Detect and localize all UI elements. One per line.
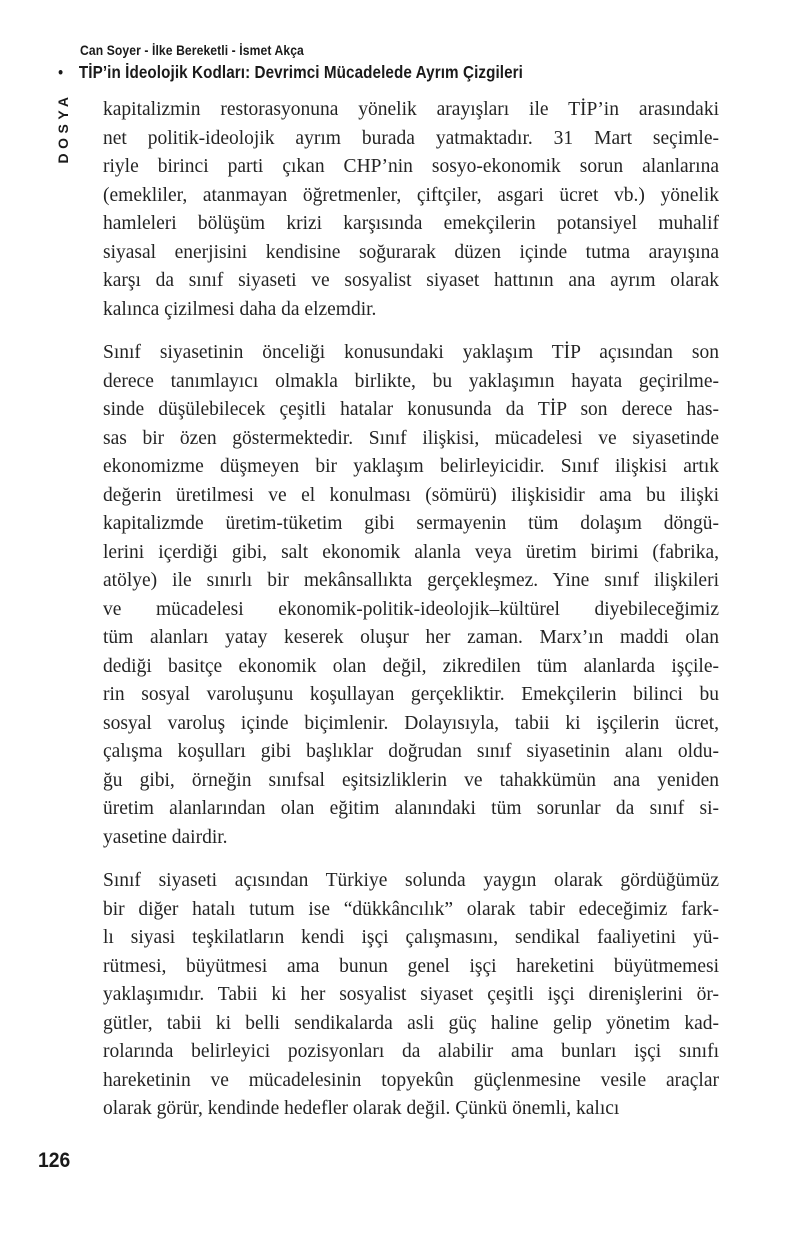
text-line: kapitalizmin restorasyonuna yönelik arayışları ile TİP’in arasındaki (103, 99, 719, 120)
text-line: ve mücadelesi ekonomik-politik-ideolojik–kültürel diyebileceğimiz (103, 598, 719, 620)
text-line: rütmesi, büyütmesi ama bunun genel işçi hareketini büyütmemesi (103, 955, 719, 977)
text-line: kalınca çizilmesi daha da elzemdir. (103, 298, 377, 320)
text-line: siyasal enerjisini kendisine soğurarak düzen içinde tutma arayışına (103, 241, 719, 263)
text-line: yasetine dairdir. (103, 826, 228, 848)
text-line: (emekliler, atanmayan öğretmenler, çiftçiler, asgari ücret vb.) yönelik (103, 184, 719, 206)
text-line: karşı da sınıf siyaseti ve sosyalist siyaset hattının ana ayrım olarak (103, 270, 719, 291)
text-line: hareketinin ve mücadelesinin topyekûn güçlenmesine vesile araçlar (103, 1069, 719, 1091)
text-line: kapitalizmde üretim-tüketim gibi sermayenin tüm dolaşım döngü- (103, 513, 719, 534)
text-line: sosyal varoluş içinde biçimlenir. Dolayısıyla, tabii ki işçilerin ücret, (103, 712, 719, 734)
article-title: TİP’in İdeolojik Kodları: Devrimci Mücadelede Ayrım Çizgileri (78, 62, 524, 82)
text-line: derece tanımlayıcı olmakla birlikte, bu yaklaşımın hayata geçirilme- (103, 370, 719, 392)
page-number: 126 (38, 1149, 71, 1172)
text-line: riyle birinci parti çıkan CHP’nin sosyo-ekonomik sorun alanlarına (103, 156, 719, 177)
text-line: çalışma koşulları gibi başlıklar doğrudan sınıf siyasetinin alanı oldu- (103, 741, 719, 762)
text-line: atölye) ile sınırlı bir mekânsallıkta gerçekleşmez. Yine sınıf ilişkileri (103, 570, 719, 591)
text-line: lı siyasi teşkilatların kendi işçi çalışmasını, sendikal faaliyetini yü- (103, 927, 719, 948)
text-line: Sınıf siyaseti açısından Türkiye solunda yaygın olarak gördüğümüz (103, 870, 719, 891)
title-row (58, 62, 523, 83)
text-line: üretim alanlarından olan eğitim alanındaki tüm sorunlar da sınıf si- (103, 798, 719, 819)
text-line: rin sosyal varoluşunu koşullayan gerçekliktir. Emekçilerin bilinci bu (103, 684, 719, 705)
text-line: ekonomizme düşmeyen bir yaklaşım belirleyicidir. Sınıf ilişkisi artık (103, 456, 719, 477)
text-line: Sınıf siyasetinin önceliği konusundaki yaklaşım TİP açısından son (103, 342, 719, 363)
text-line: gütler, tabii ki belli sendikalarda asli güç haline gelip yönetim kad- (103, 1012, 719, 1034)
text-line: hamleleri bölüşüm krizi karşısında emekçilerin potansiyel muhalif (103, 213, 719, 234)
text-line: rolarında belirleyici pozisyonları da alabilir ama bunları işçi sınıfı (103, 1041, 719, 1062)
text-line: lerini içerdiği gibi, salt ekonomik alanla veya üretim birimi (fabrika, (103, 541, 719, 563)
text-line: bir diğer hatalı tutum ise “dükkâncılık” olarak tabir edeceğimiz fark- (103, 898, 719, 920)
text-line: değerin üretilmesi ve el konulması (sömürü) ilişkisidir ama bu ilişki (103, 484, 719, 506)
paragraph-1 (103, 96, 719, 324)
body-text (103, 96, 719, 1139)
text-line: tüm alanları yatay keserek oluşur her zaman. Marx’ın maddi olan (103, 627, 719, 648)
authors-line: Can Soyer - İlke Bereketli - İsmet Akça (80, 43, 304, 58)
paragraph-3 (103, 867, 719, 1124)
section-label-dosya: DOSYA (55, 92, 71, 164)
text-line: ğu gibi, örneğin sınıfsal eşitsizliklerin ve tahakkümün ana yeniden (103, 769, 719, 791)
text-line: sinde düşülebilecek çeşitli hatalar konusunda da TİP son derece has- (103, 399, 719, 420)
text-line: yaklaşımıdır. Tabii ki her sosyalist siyaset çeşitli işçi direnişlerini ör- (103, 984, 719, 1005)
text-line: dediği basitçe ekonomik olan değil, zikredilen tüm alanlarda işçile- (103, 655, 719, 677)
paragraph-2 (103, 339, 719, 852)
text-line: sas bir özen göstermektedir. Sınıf ilişkisi, mücadelesi ve siyasetinde (103, 427, 719, 449)
text-line: net politik-ideolojik ayrım burada yatmaktadır. 31 Mart seçimle- (103, 127, 719, 149)
bullet-icon: • (58, 62, 64, 82)
text-line: olarak görür, kendinde hedefler olarak değil. Çünkü önemli, kalıcı (103, 1098, 620, 1119)
